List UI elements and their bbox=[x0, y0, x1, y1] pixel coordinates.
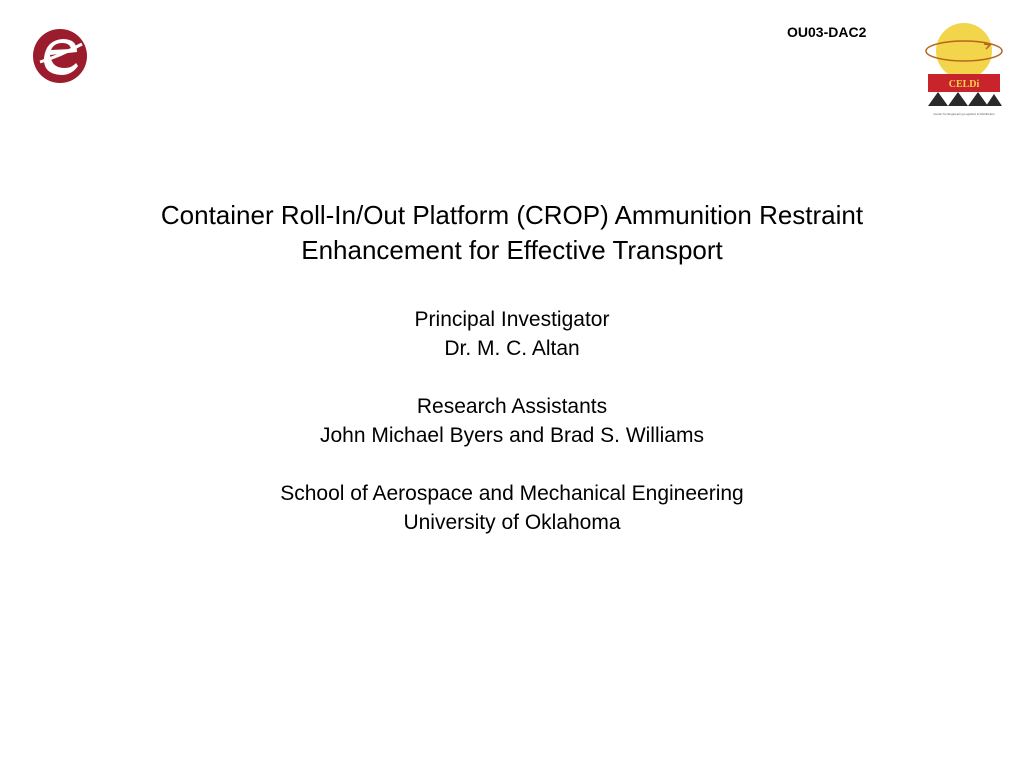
ra-names: John Michael Byers and Brad S. Williams bbox=[320, 424, 704, 447]
slide-title bbox=[0, 198, 1024, 268]
university-name: University of Oklahoma bbox=[403, 511, 621, 534]
title-line-2: Enhancement for Effective Transport bbox=[301, 235, 723, 265]
slide-code: OU03-DAC2 bbox=[787, 24, 867, 40]
celdi-logo-caption: Center for Engineering Logistics & Distribution bbox=[933, 112, 995, 116]
title-line-1: Container Roll-In/Out Platform (CROP) Ammunition Restraint bbox=[160, 200, 864, 230]
pi-name: Dr. M. C. Altan bbox=[444, 337, 580, 360]
ra-heading: Research Assistants bbox=[416, 395, 608, 418]
celdi-logo-text: CELDi bbox=[948, 79, 980, 90]
pi-heading: Principal Investigator bbox=[414, 308, 610, 331]
research-assistants-block bbox=[0, 392, 1024, 450]
principal-investigator-block bbox=[0, 305, 1024, 363]
celdi-logo-icon bbox=[922, 18, 1008, 118]
school-name: School of Aerospace and Mechanical Engineering bbox=[280, 482, 744, 505]
swirl-e-logo-icon bbox=[30, 26, 90, 86]
affiliation-block bbox=[0, 479, 1024, 537]
